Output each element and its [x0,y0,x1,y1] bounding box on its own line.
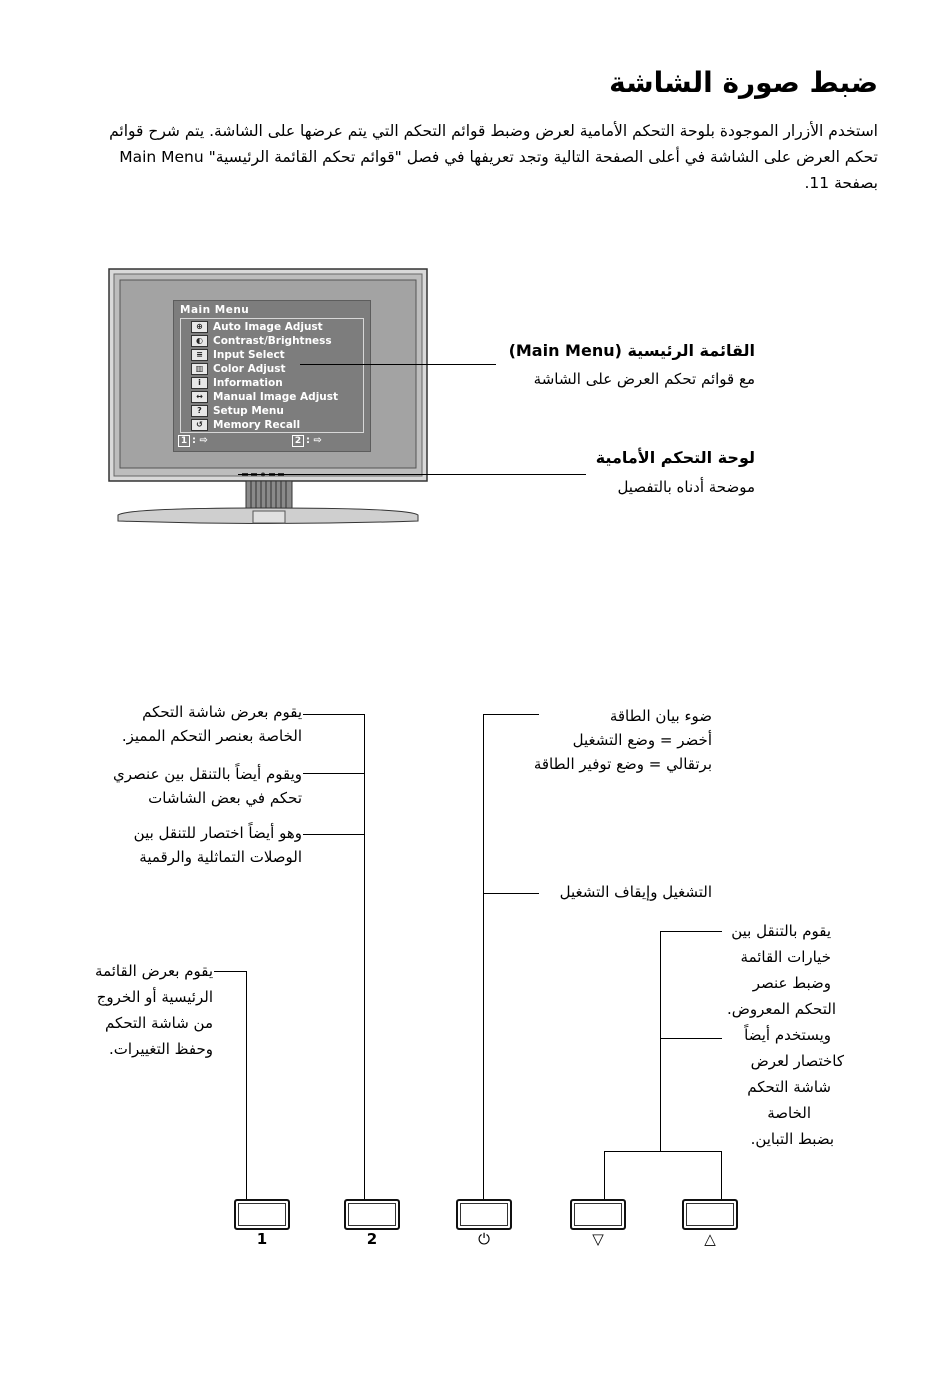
exit-icon: : ⇨ [192,435,208,446]
osd-menu-item: Auto Image Adjust [213,321,323,333]
exit-icon: : ⇨ [306,435,322,446]
osd-menu-item: Contrast/Brightness [213,335,332,347]
auto-image-icon: ⊕ [191,321,208,333]
contrast-brightness-icon: ◐ [191,335,208,347]
power-light-desc: ضوء بيان الطاقة أخضر = وضع التشغيل برتقالي = وضع توفير الطاقة [533,707,712,773]
front-panel-description: موضحة أدناه بالتفصيل [617,478,755,496]
manual-image-icon: ↔ [191,391,208,403]
input-select-icon: ≡ [191,349,208,361]
osd-menu-list [180,318,364,433]
osd-menu-item: Input Select [213,349,285,361]
key-2-icon: 2 [292,435,304,447]
down-leader-line [604,1151,605,1199]
callout-line [303,834,364,835]
osd-footer-right [292,435,322,447]
power-button-desc: التشغيل وإيقاف التشغيل [559,883,712,901]
callout-line [660,931,722,932]
front-panel-heading: لوحة التحكم الأمامية [595,448,755,467]
up-arrow-icon: △ [704,1230,716,1248]
key-1-icon: 1 [178,435,190,447]
osd-menu-item: Manual Image Adjust [213,391,339,403]
power-icon: ⏻ [478,1230,490,1248]
main-menu-heading: القائمة الرئيسية (Main Menu) [508,341,755,360]
callout-line [214,971,246,972]
callout-line [660,1038,722,1039]
button1-leader-line [246,971,247,1199]
button-2-label: 2 [366,1230,378,1248]
osd-footer-left [178,435,208,447]
color-adjust-icon: ▥ [191,363,208,375]
callout-line [483,714,539,715]
up-leader-line [721,1151,722,1199]
down-arrow-icon: ▽ [592,1230,604,1248]
button1-desc: يقوم بعرض القائمة الرئيسية أو الخروج من شاشة التحكم وحفظ التغييرات. [95,962,213,1058]
callout-line [238,474,586,475]
osd-menu-item: Setup Menu [213,405,284,417]
callout-line [483,893,539,894]
power-leader-line [483,714,484,1199]
osd-menu-item: Information [213,377,283,389]
arrow-leader-line [660,931,661,1151]
up-button[interactable] [682,1199,738,1230]
setup-menu-icon: ? [191,405,208,417]
callout-line [300,364,496,365]
information-icon: i [191,377,208,389]
intro-line: استخدم الأزرار الموجودة بلوحة التحكم الأمامية لعرض وضبط قوائم التحكم التي يتم عرضها على الشاشة. يتم شرح قوائم [109,122,878,140]
intro-line: بصفحة 11. [804,174,878,192]
memory-recall-icon: ↺ [191,419,208,431]
callout-line [303,773,364,774]
arrow-buttons-desc: يقوم بالتنقل بين خيارات القائمة وضبط عنصر التحكم المعروض. ويستخدم أيضاً كاختصار لعرض شاشة التحكم الخاصة بضبط التباين. [726,922,844,1148]
callout-line [303,714,364,715]
intro-line: تحكم العرض على الشاشة في أعلى الصفحة التالية وتجد تعريفها في فصل "قوائم تحكم القائمة الرئيسية" Main Menu [119,148,878,166]
button2-desc-input: وهو أيضاً اختصار للتنقل بين الوصلات التماثلية والرقمية [133,824,302,866]
osd-menu-title: Main Menu [180,304,250,316]
intro-paragraph [72,118,878,196]
button2-desc-display: يقوم بعرض شاشة التحكم الخاصة بعنصر التحكم المميز. [121,703,302,745]
power-button[interactable] [456,1199,512,1230]
button-2[interactable] [344,1199,400,1230]
main-menu-description: مع قوائم تحكم العرض على الشاشة [533,370,755,388]
osd-menu-item: Memory Recall [213,419,301,431]
osd-menu-item: Color Adjust [213,363,286,375]
page-title: ضبط صورة الشاشة [609,66,878,99]
button2-leader-line [364,714,365,1199]
button-1[interactable] [234,1199,290,1230]
button2-desc-toggle: ويقوم أيضاً بالتنقل بين عنصري تحكم في بعض الشاشات [113,765,302,807]
osd-main-menu [173,300,371,452]
down-button[interactable] [570,1199,626,1230]
arrow-bracket-line [604,1151,722,1152]
button-1-label: 1 [256,1230,268,1248]
